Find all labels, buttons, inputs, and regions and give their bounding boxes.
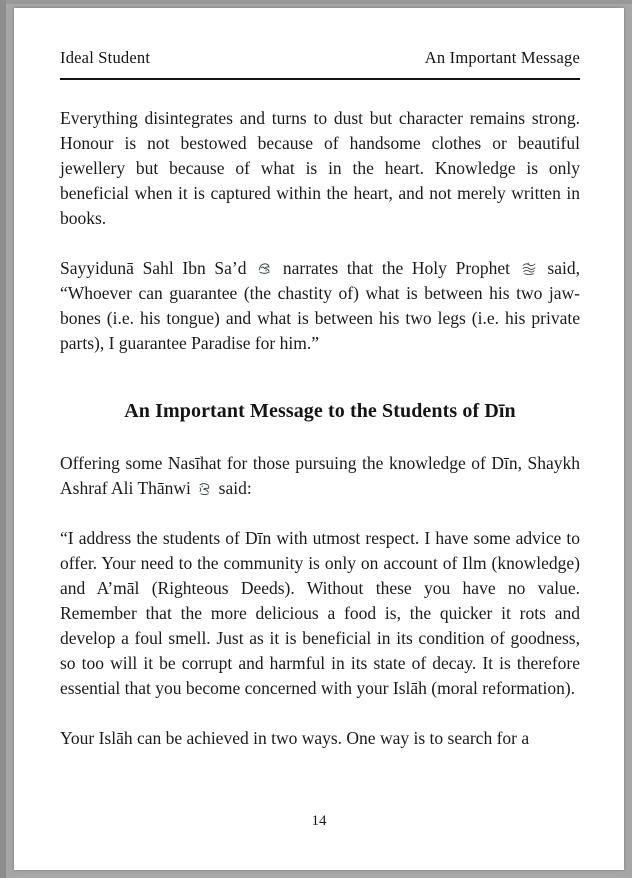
book-page [14, 8, 624, 870]
header-book-title: Ideal Student [60, 48, 151, 67]
paragraph: Your Islāh can be achieved in two ways. One way is to search for a [60, 728, 530, 748]
paragraph: Everything disintegrates and turns to dust but character remains strong. Honour is not bestowed because of handsome clothes or beautiful jewellery but because of what is in the heart. Knowledge is only beneficial when it is captured within the heart, and not merely written in books. [60, 108, 580, 228]
radi-allahu-anhu-icon [257, 261, 272, 276]
paragraph [60, 451, 580, 501]
scan-frame-left [0, 0, 6, 878]
header-rule [60, 78, 580, 80]
section-heading: An Important Message to the Students of Dīn [124, 400, 516, 422]
page-number: 14 [311, 813, 327, 829]
paragraph-segment: said, “Whoever can guarantee (the chastity of) what is between his two jaw-bones (i.e. his tongue) and what is between his two legs (i.e. his private parts), I guarantee Paradise for him.” [60, 258, 580, 353]
paragraph-segment: narrates that the Holy Prophet [282, 258, 511, 278]
paragraph: “I address the students of Dīn with utmost respect. I have some advice to offer. Your need to the community is only on account of Ilm (knowledge) and A’māl (Righteous Deeds). Without these you have no value. Remember that the more delicious a food is, the quicker it rots and develop a foul smell. Just as it is beneficial in its condition of goodness, so too will it be corrupt and harmful in its state of decay. It is therefore essential that you become concerned with your Islāh (moral reformation). [60, 528, 580, 698]
header-chapter-title: An Important Message [424, 48, 580, 67]
sallallahu-alayhi-wasallam-icon [521, 261, 537, 276]
scan-frame-top [0, 0, 632, 4]
paragraph-segment: Sayyidunā Sahl Ibn Sa’d [60, 258, 247, 278]
paragraph [60, 256, 580, 356]
paragraph-segment: Offering some Nasīhat for those pursuing the knowledge of Dīn, Shaykh Ashraf Ali Thānwi [60, 453, 580, 498]
paragraph-segment: said: [218, 478, 252, 498]
rahimahullah-icon [197, 481, 212, 496]
page-body-text [60, 106, 580, 751]
running-header [60, 48, 580, 68]
